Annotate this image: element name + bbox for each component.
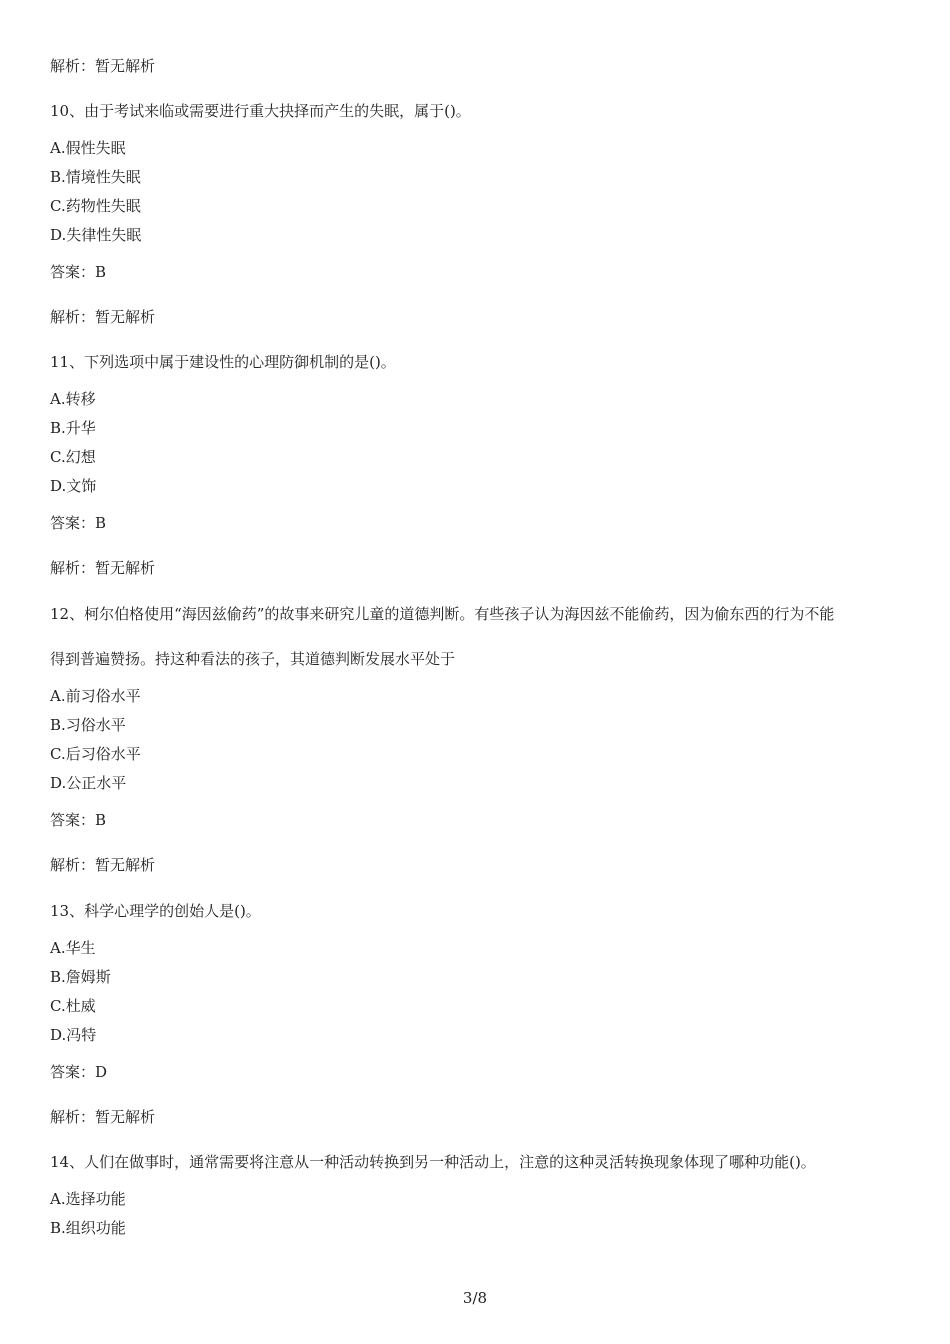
option-c: C.幻想: [50, 448, 96, 466]
option-c: C.杜威: [50, 997, 96, 1015]
option-b: B.组织功能: [50, 1219, 126, 1237]
option-d: D.公正水平: [50, 774, 127, 792]
question-stem: 10、由于考试来临或需要进行重大抉择而产生的失眠，属于()。: [50, 102, 471, 120]
answer-text: 答案：B: [50, 263, 107, 281]
option-b: B.升华: [50, 419, 96, 437]
question-stem: 11、下列选项中属于建设性的心理防御机制的是()。: [50, 353, 396, 371]
option-c: C.后习俗水平: [50, 745, 141, 763]
question-stem: 13、科学心理学的创始人是()。: [50, 902, 261, 920]
option-b: B.习俗水平: [50, 716, 126, 734]
question-stem-continued: 得到普遍赞扬。持这种看法的孩子，其道德判断发展水平处于: [50, 650, 456, 668]
question-stem: 12、柯尔伯格使用“海因兹偷药”的故事来研究儿童的道德判断。有些孩子认为海因兹不能偷药，因为偷东西的行为不能: [50, 605, 835, 623]
option-a: A.华生: [50, 939, 96, 957]
analysis-text: 解析：暂无解析: [50, 57, 156, 75]
option-d: D.失律性失眠: [50, 226, 142, 244]
analysis-text: 解析：暂无解析: [50, 559, 156, 577]
option-a: A.假性失眠: [50, 139, 126, 157]
option-a: A.前习俗水平: [50, 687, 141, 705]
page-number: 3/8: [462, 1289, 488, 1307]
option-b: B.情境性失眠: [50, 168, 141, 186]
option-a: A.选择功能: [50, 1190, 126, 1208]
answer-text: 答案：B: [50, 811, 107, 829]
option-d: D.冯特: [50, 1026, 97, 1044]
analysis-text: 解析：暂无解析: [50, 856, 156, 874]
answer-text: 答案：D: [50, 1063, 108, 1081]
option-c: C.药物性失眠: [50, 197, 141, 215]
answer-text: 答案：B: [50, 514, 107, 532]
analysis-text: 解析：暂无解析: [50, 1108, 156, 1126]
analysis-text: 解析：暂无解析: [50, 308, 156, 326]
option-a: A.转移: [50, 390, 96, 408]
option-d: D.文饰: [50, 477, 97, 495]
option-b: B.詹姆斯: [50, 968, 111, 986]
question-stem: 14、人们在做事时，通常需要将注意从一种活动转换到另一种活动上，注意的这种灵活转换现象体现了哪种功能()。: [50, 1153, 816, 1171]
